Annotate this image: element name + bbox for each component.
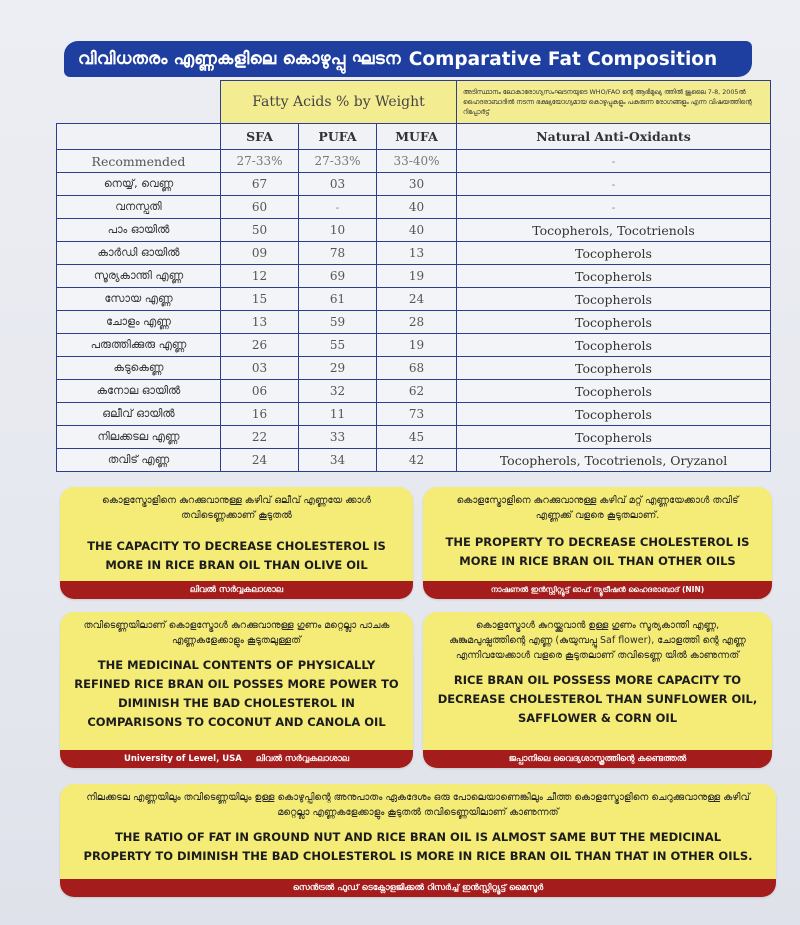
card-malayalam-text: കൊളസ്ട്രോൾ കുറയ്ക്കുവാൻ ഉള്ള ഗുണം സൂര്യകാന്തി എണ്ണ, കുങ്കുമപുഷ്പത്തിന്റെ എണ്ണ (കുയുമ്പപ്പൂ Saf flower), ചോളത്തി ന്റെ എണ്ണ എന്നിവയേക്കാൾ വളരെ കൂടുതലാണ് തവിടെണ്ണ യിൽ കാണുന്നത് <box>449 620 746 661</box>
antioxidants-cell: Tocopherols <box>457 311 771 334</box>
mufa-cell: 30 <box>377 173 457 196</box>
title-english: Comparative Fat Composition <box>408 48 718 70</box>
pufa-cell: 10 <box>299 219 377 242</box>
card-source-bar <box>423 750 772 768</box>
page-title <box>64 41 752 77</box>
mufa-cell: 13 <box>377 242 457 265</box>
card-source-primary: University of Lewel, USA <box>123 754 242 764</box>
sfa-cell: 26 <box>221 334 299 357</box>
sfa-cell: 50 <box>221 219 299 242</box>
antioxidants-cell: Tocopherols <box>457 265 771 288</box>
oil-name-cell: കനോല ഓയിൽ <box>57 380 221 403</box>
table-row <box>57 242 771 265</box>
card-english-text: RICE BRAN OIL POSSESS MORE CAPACITY TO DECREASE CHOLESTEROL THAN SUNFLOWER OIL, SAFFLOWER & CORN OIL <box>437 673 758 725</box>
antioxidants-cell: - <box>457 150 771 173</box>
card-english-text: THE PROPERTY TO DECREASE CHOLESTEROL IS MORE IN RICE BRAN OIL THAN OTHER OILS <box>445 535 750 568</box>
card-source: ജപ്പാനിലെ വൈദ്യശാസ്ത്രത്തിന്റെ കണ്ടെത്തൽ <box>508 754 687 764</box>
card-source: ലിവൽ സർവ്വകലാശാല <box>189 585 284 595</box>
mufa-cell: 24 <box>377 288 457 311</box>
mufa-cell: 45 <box>377 426 457 449</box>
pufa-cell: 03 <box>299 173 377 196</box>
mufa-cell: 40 <box>377 196 457 219</box>
mufa-cell: 19 <box>377 265 457 288</box>
antioxidants-cell: Tocopherols <box>457 242 771 265</box>
oil-name-cell: ചോളം എണ്ണ <box>57 311 221 334</box>
antioxidants-cell: Tocopherols <box>457 288 771 311</box>
column-header-oil <box>57 124 221 150</box>
table-group-header-row <box>57 81 771 124</box>
card-english-text: THE MEDICINAL CONTENTS OF PHYSICALLY REFINED RICE BRAN OIL POSSES MORE POWER TO DIMINISH THE BAD CHOLESTEROL IN COMPARISONS TO COCONUT AND CANOLA OIL <box>74 658 399 729</box>
card-english-text: THE RATIO OF FAT IN GROUND NUT AND RICE BRAN OIL IS ALMOST SAME BUT THE MEDICINAL PROPERTY TO DIMINISH THE BAD CHOLESTEROL IS MORE IN RICE BRAN OIL THAN THAT IN OTHER OILS. <box>83 830 753 863</box>
column-header-antioxidants: Natural Anti-Oxidants <box>457 124 771 150</box>
fatty-acids-header: Fatty Acids % by Weight <box>221 81 457 124</box>
pufa-cell: 55 <box>299 334 377 357</box>
sfa-cell: 09 <box>221 242 299 265</box>
card-source: സെൻട്രൽ ഫുഡ് ടെക്നോളജിക്കൽ റിസർച്ച് ഇൻസ്റ്റിറ്റ്യൂട്ട് മൈസൂർ <box>292 883 544 893</box>
oil-name-cell: സൂര്യകാന്തി എണ്ണ <box>57 265 221 288</box>
card-english-text: THE CAPACITY TO DECREASE CHOLESTEROL IS MORE IN RICE BRAN OIL THAN OLIVE OIL <box>87 539 386 572</box>
oil-name-cell: Recommended <box>57 150 221 173</box>
pufa-cell: 78 <box>299 242 377 265</box>
table-row <box>57 196 771 219</box>
sfa-cell: 24 <box>221 449 299 472</box>
card-source-bar <box>60 879 776 897</box>
table-corner-cell <box>57 81 221 124</box>
fact-card-coconut-canola <box>60 612 413 768</box>
table-row <box>57 403 771 426</box>
card-source-secondary: ലിവൽ സർവ്വകലാശാല <box>255 754 350 764</box>
fact-card-groundnut <box>60 784 776 897</box>
title-malayalam: വിവിധതരം എണ്ണകളിലെ കൊഴുപ്പു ഘടന <box>78 49 401 69</box>
table-row <box>57 173 771 196</box>
table-row <box>57 357 771 380</box>
fact-card-sunflower-safflower <box>423 612 772 768</box>
card-source-bar <box>60 581 413 599</box>
column-header-mufa: MUFA <box>377 124 457 150</box>
fact-card-other-oils <box>423 487 772 599</box>
mufa-cell: 42 <box>377 449 457 472</box>
oil-name-cell: നെയ്യ്, വെണ്ണ <box>57 173 221 196</box>
pufa-cell: 27-33% <box>299 150 377 173</box>
sfa-cell: 13 <box>221 311 299 334</box>
card-malayalam-text: നിലക്കടല എണ്ണയിലും തവിടെണ്ണയിലും ഉള്ള കൊഴുപ്പിന്റെ അനുപാതം ഏകദേശം ഒരു പോലെയാണെങ്കിലും ചീത്ത കൊളസ്ട്രോളിനെ ചെറുക്കുവാനുള്ള കഴിവ് മറ്റെല്ലാ എണ്ണകളേക്കാളും കൂടുതൽ തവിടെണ്ണയിലാണ് കാണുന്നത് <box>86 792 750 818</box>
mufa-cell: 62 <box>377 380 457 403</box>
oil-name-cell: കടുകെണ്ണ <box>57 357 221 380</box>
oil-name-cell: ഒലീവ് ഓയിൽ <box>57 403 221 426</box>
mufa-cell: 19 <box>377 334 457 357</box>
table-row <box>57 449 771 472</box>
card-source-bar <box>60 750 413 768</box>
oil-name-cell: തവിട് എണ്ണ <box>57 449 221 472</box>
column-header-sfa: SFA <box>221 124 299 150</box>
sfa-cell: 27-33% <box>221 150 299 173</box>
pufa-cell: 59 <box>299 311 377 334</box>
pufa-cell: - <box>299 196 377 219</box>
sfa-cell: 67 <box>221 173 299 196</box>
pufa-cell: 33 <box>299 426 377 449</box>
pufa-cell: 34 <box>299 449 377 472</box>
column-header-pufa: PUFA <box>299 124 377 150</box>
mufa-cell: 33-40% <box>377 150 457 173</box>
antioxidants-cell: Tocopherols <box>457 403 771 426</box>
antioxidants-cell: - <box>457 196 771 219</box>
antioxidants-cell: - <box>457 173 771 196</box>
sfa-cell: 06 <box>221 380 299 403</box>
pufa-cell: 11 <box>299 403 377 426</box>
mufa-cell: 28 <box>377 311 457 334</box>
card-malayalam-text: കൊളസ്ട്രോളിനെ കുറക്കുവാനുള്ള കഴിവ് ഒലീവ് എണ്ണയേ ക്കാൾ തവിടെണ്ണക്കാണ് കൂടുതൽ <box>102 495 371 521</box>
fat-composition-table <box>56 80 771 472</box>
sfa-cell: 03 <box>221 357 299 380</box>
table-body <box>57 150 771 472</box>
pufa-cell: 29 <box>299 357 377 380</box>
antioxidants-cell: Tocopherols <box>457 380 771 403</box>
sfa-cell: 15 <box>221 288 299 311</box>
mufa-cell: 73 <box>377 403 457 426</box>
mufa-cell: 68 <box>377 357 457 380</box>
pufa-cell: 32 <box>299 380 377 403</box>
oil-name-cell: പരുത്തിക്കുരു എണ്ണ <box>57 334 221 357</box>
antioxidants-cell: Tocopherols <box>457 426 771 449</box>
table-row <box>57 265 771 288</box>
source-note: അടിസ്ഥാനം ലോകാരോഗ്യസംഘടനയുടെ WHO/FAO ന്റെ ആഭിമുഖ്യ ത്തിൽ ജൂലൈ 7-8, 2005ൽ ഹൈദരാബാദിൽ നടന്ന ഭക്ഷ്യയോഗ്യമായ കൊഴുപ്പുകളും പകരുന്ന രോഗങ്ങളും എന്ന വിഷയത്തിന്റെ റിപ്പോർട്ട് <box>457 81 771 124</box>
card-source-bar <box>423 581 772 599</box>
mufa-cell: 40 <box>377 219 457 242</box>
card-source: നാഷണൽ ഇൻസ്റ്റിറ്റ്യൂട്ട് ഓഫ് ന്യൂട്രീഷൻ ഹൈദരാബാദ് (NIN) <box>490 585 705 594</box>
oil-name-cell: പാം ഓയിൽ <box>57 219 221 242</box>
oil-name-cell: നിലക്കടല എണ്ണ <box>57 426 221 449</box>
table-row <box>57 334 771 357</box>
oil-name-cell: സോയ എണ്ണ <box>57 288 221 311</box>
antioxidants-cell: Tocopherols <box>457 357 771 380</box>
sfa-cell: 16 <box>221 403 299 426</box>
table-column-header-row <box>57 124 771 150</box>
fat-composition-table-wrap <box>56 80 770 472</box>
table-row <box>57 380 771 403</box>
table-row <box>57 150 771 173</box>
antioxidants-cell: Tocopherols, Tocotrienols <box>457 219 771 242</box>
sfa-cell: 12 <box>221 265 299 288</box>
pufa-cell: 61 <box>299 288 377 311</box>
oil-name-cell: കാർഡി ഓയിൽ <box>57 242 221 265</box>
card-malayalam-text: കൊളസ്ട്രോളിനെ കുറക്കുവാനുള്ള കഴിവ് മറ്റ് എണ്ണയേക്കാൾ തവിട് എണ്ണക്ക് വളരെ കൂടുതലാണ്. <box>456 495 739 521</box>
sfa-cell: 60 <box>221 196 299 219</box>
antioxidants-cell: Tocopherols <box>457 334 771 357</box>
table-row <box>57 311 771 334</box>
pufa-cell: 69 <box>299 265 377 288</box>
card-malayalam-text: തവിടെണ്ണയിലാണ് കൊളസ്ട്രോൾ കുറക്കുവാനുള്ള ഗുണം മറ്റെല്ലാ പാചക എണ്ണകളേക്കാളും കൂടുതലുള്ളത് <box>83 620 390 646</box>
oil-name-cell: വനസ്പതി <box>57 196 221 219</box>
sfa-cell: 22 <box>221 426 299 449</box>
table-row <box>57 288 771 311</box>
table-row <box>57 426 771 449</box>
antioxidants-cell: Tocopherols, Tocotrienols, Oryzanol <box>457 449 771 472</box>
table-row <box>57 219 771 242</box>
fact-card-olive-comparison <box>60 487 413 599</box>
